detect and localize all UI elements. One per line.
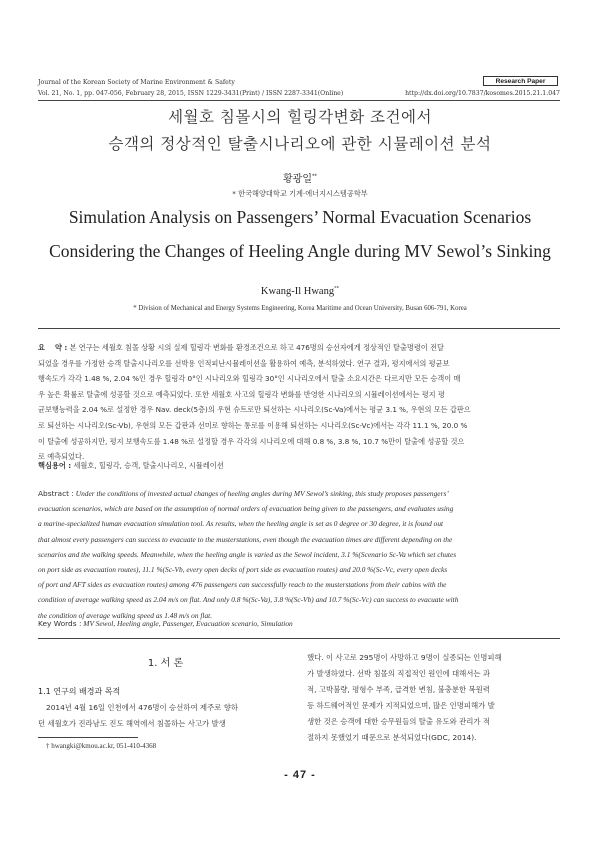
page-number: - 47 - [284,769,316,781]
title-kr-line2: 승객의 정상적인 탈출시나리오에 관한 시뮬레이션 분석 [108,135,492,153]
doi-link[interactable]: http://dx.doi.org/10.7837/kosomes.2015.21.1.047 [405,90,560,97]
abstract-kr-line: 행속도가 각각 1.48 %, 2.04 %인 경우 힐링각 0°인 시나리오와 힐링각 30°인 시나리오에서 탈출 소요시간은 다르지만 모든 승객이 매 [38,374,461,384]
author-en [0,286,600,297]
dagger-icon: † [46,742,50,750]
header-divider [38,100,560,101]
subsection-heading: 1.1 연구의 배경과 목적 [38,687,121,696]
title-en-line1: Simulation Analysis on Passengers’ Normal Evacuation Scenarios [68,207,532,227]
abstract-en-line: evacuation scenarios, which are based on the assumption of normal orders of evacuation being given to the passengers, and evaluates using [38,504,454,514]
paragraph-line: 가 발생하였다. 선박 침몰의 직접적인 원인에 대해서는 과 [307,669,491,678]
paragraph-line: 했다. 이 사고로 295명이 사망하고 9명이 실종되는 인명피해 [307,653,502,662]
footnote-divider [38,737,138,738]
keywords-en-text: MV Sewol, Heeling angle, Passenger, Evacuation scenario, Simulation [83,619,293,628]
paragraph-line: 절하지 못했었기 때문으로 분석되었다(GDC, 2014). [307,733,477,742]
abstract-bottom-divider [38,638,560,639]
keywords-en [38,616,560,631]
research-paper-badge: Research Paper [483,76,558,86]
abstract-en-line: on port side as evacuation routes), 11.1 %(Sc-Vb, every open decks of port side as evacuation routes) and 20.0 %(Sc-Vc, every open decks [38,565,448,575]
keywords-kr-label: 핵심용어 : [38,461,72,470]
section-heading: 1. 서 론 [147,658,184,669]
section-left-text [38,700,293,731]
paragraph-line: 던 세월호가 진라남도 진도 해역에서 침몰하는 사고가 발생 [38,718,226,728]
abstract-kr-line: 로 퇴선하는 시나리오(Sc-Vb), 우현의 모든 갑판과 선미로 향하는 통로를 이용해 퇴선하는 시나리오(Sc-Vc)에서는 각각 11.1 %, 20.0 % [38,420,468,430]
abstract-kr [38,340,560,465]
abstract-en-line: scenarios and the walking speeds. Meanwhile, when the heeling angle is varied as the Sewol incident, 3.1 %(Scenario Sc-Va which set chutes [38,549,457,559]
author-kr-mark: ** [311,173,317,180]
abstract-en-label: Abstract : [38,489,74,498]
abstract-kr-line: 되었을 경우를 가정한 승객 탈출시나리오를 선박용 인적피난시뮬레이션을 활용하여 예측, 분석하였다. 연구 결과, 평지에서의 평균보 [38,358,450,368]
title-kr-line1: 세월호 침몰시의 힐링각변화 조건에서 [168,108,432,126]
author-kr-name: 황광일 [283,174,312,185]
abstract-kr-line: 이 탈출에 성공하지만, 평지 보행속도를 1.48 %로 설정할 경우 각각의 시나리오에 대해 0.8 %, 3.8 %, 10.7 %만이 탈출에 성공할 것으 [38,436,465,446]
abstract-en-line: the condition of average walking speed as 1.48 m/s on flat. [38,610,213,620]
author-en-mark: ** [334,286,340,292]
keywords-kr [38,458,560,474]
title-en-line2: Considering the Changes of Heeling Angle during MV Sewol’s Sinking [49,241,551,261]
abstract-en [38,486,560,623]
abstract-en-line: condition of average walking speed as 2.04 m/s on flat. And only 0.8 %(Sc-Va), 3.8 %(Sc-Vb) and 10.7 %(Sc-Vc) can success to evacuate with [38,595,459,605]
abstract-kr-line: 요 약 : 본 연구는 세월호 침몰 상황 시의 실제 힐링각 변화를 환경조건으로 하고 476명의 승선자에게 정상적인 탈출명령이 전달 [38,343,444,352]
abstract-en-line: a marine-specialized human evacuation simulation tool. As results, when the heeling angle is set as 0 degree or 30 degree, it is found out [38,519,444,529]
paragraph-line: 적, 고박불량, 평형수 부족, 급격한 변침, 불충분한 복원력 [307,685,490,694]
volume-info: Vol. 21, No. 1, pp. 047-056, February 28, 2015, ISSN 1229-3431(Print) / ISSN 2287-3341(Online) [38,90,344,97]
abstract-top-divider [38,328,560,329]
affiliation-kr: * 한국해양대학교 기계·에너지시스템공학부 [232,189,368,198]
keywords-kr-text: 세월호, 힐링각, 승객, 탈출시나리오, 시뮬레이션 [73,461,224,470]
abstract-kr-line: 균보행능력을 2.04 %로 설정한 경우 Nav. deck(5층)의 우현 슈트로만 퇴선하는 시나리오(Sc-Va)에서는 평균 3.1 %, 우현의 모든 갑판으 [38,405,471,415]
footnote-email[interactable]: hwangki@kmou.ac.kr, 051-410-4368 [51,742,157,750]
abstract-en-line: that almost every passengers can success to evacuate to the musterstations, even though the evacuation times are different depending on the [38,534,453,544]
author-en-name: Kwang-Il Hwang [260,286,335,297]
footnote [46,742,156,750]
abstract-kr-line: 우 높은 확률로 탈출에 성공할 것으로 예측되었다. 또한 세월호 사고의 힐링각 변화를 반영한 시나리오의 시뮬레이션에서는 평지 평 [38,389,445,399]
paragraph-line: 2014년 4월 16일 인천에서 476명이 승선하여 제주로 향하 [46,703,238,712]
author-kr [0,170,600,185]
paragraph-line: 생한 것은 승객에 대한 승무원들의 탈출 유도와 관리가 적 [307,717,491,726]
abstract-en-line: Abstract : Under the conditions of invested actual changes of heeling angles during MV Sewol’s sinking, this study proposes passengers’ [38,489,449,498]
abstract-kr-label: 요 약 : [38,343,68,352]
section-right-text [307,650,560,746]
journal-name: Journal of the Korean Society of Marine Environment & Safety [38,79,235,86]
abstract-en-line: of port and AFT sides as evacuation routes) among 476 passengers can successfully reach to the musterstations from their cabins with the [38,580,447,590]
affiliation-en: * Division of Mechanical and Energy Systems Engineering, Korea Maritime and Ocean University, Busan 606-791, Korea [133,305,467,312]
keywords-en-label: Key Words : [38,619,82,628]
abstract-kr-line: 로 예측되었다. [38,452,85,462]
paragraph-line: 등 하드웨어적인 문제가 지적되었으며, 많은 인명피해가 발 [307,701,495,710]
